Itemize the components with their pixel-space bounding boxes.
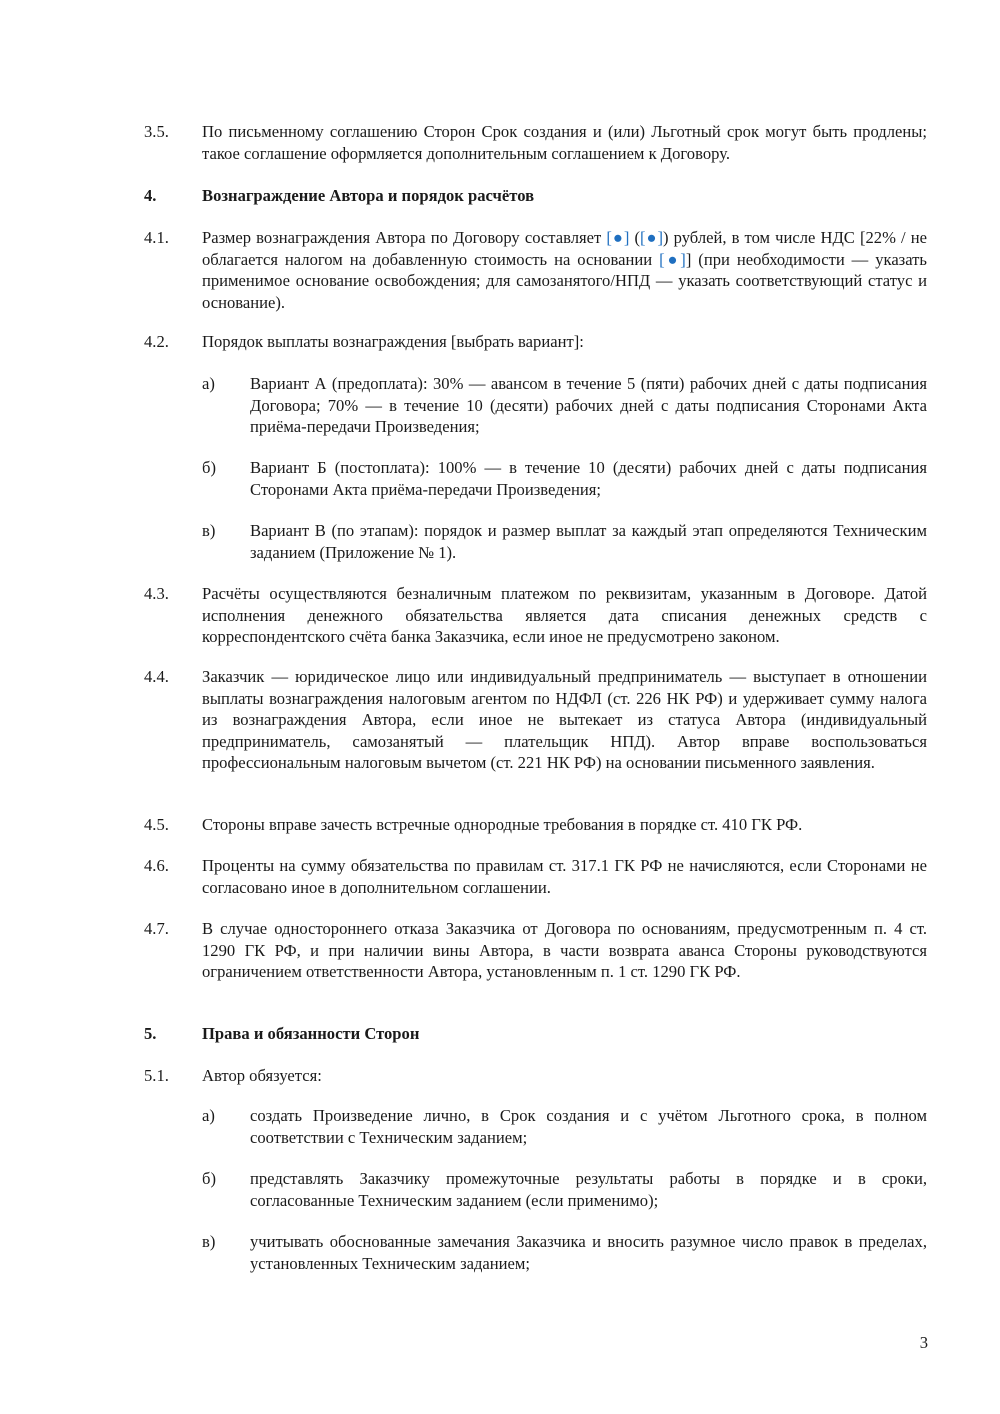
clause-number: 4.4. — [144, 667, 169, 686]
clause-5-1-item-b — [202, 1168, 927, 1211]
clause-4-5 — [144, 814, 927, 836]
clause-4-3 — [144, 583, 927, 648]
section-title: Вознаграждение Автора и порядок расчётов — [202, 186, 535, 205]
section-4-heading — [144, 185, 927, 207]
section-5-heading — [144, 1023, 927, 1045]
clause-number: 4.7. — [144, 919, 169, 938]
item-label: в) — [202, 1232, 216, 1251]
item-label: в) — [202, 521, 216, 540]
clause-5-1-item-c — [202, 1231, 927, 1274]
clause-4-2 — [144, 331, 927, 353]
clause-text: По письменному соглашению Сторон Срок создания и (или) Льготный срок могут быть продлены; такое соглашение оформляется дополнительным соглашением к Договору. — [202, 122, 927, 163]
clause-text: Проценты на сумму обязательства по правилам ст. 317.1 ГК РФ не начисляются, если Сторонами не согласовано иное в дополнительном соглашении. — [202, 856, 927, 897]
clause-4-2-item-c — [202, 520, 927, 563]
text-run: ] (при необходимости — указать применимое основание освобождения; для самозанятого/НПД — указать соответствующий статус и основание). — [202, 249, 927, 312]
item-text: создать Произведение лично, в Срок создания и с учётом Льготного срока, в полном соответствии с Техническим заданием; — [250, 1106, 927, 1147]
clause-number: 4.1. — [144, 228, 169, 247]
clause-4-2-item-a — [202, 373, 927, 438]
clause-text: Расчёты осуществляются безналичным платежом по реквизитам, указанным в Договоре. Датой исполнения денежного обязательства является дата списания денежных средств с корреспондентского счёта банка Заказчика, если иное не предусмотрено законом. — [202, 584, 927, 646]
clause-4-1 — [144, 227, 927, 313]
item-label: а) — [202, 374, 215, 393]
text-run: ) рублей, в том числе НДС [22% / не облагается налогом на добавленную стоимость на основании — [202, 228, 927, 269]
text-run: Размер вознаграждения Автора по Договору составляет — [202, 228, 607, 247]
placeholder-amount-words: [●] — [640, 228, 663, 247]
clause-number: 3.5. — [144, 122, 169, 141]
item-text: Вариант Б (постоплата): 100% — в течение 10 (десяти) рабочих дней с даты подписания Сторонами Акта приёма-передачи Произведения; — [250, 458, 927, 499]
item-label: б) — [202, 458, 216, 477]
clause-text: Автор обязуется: — [202, 1066, 322, 1085]
clause-number: 4.2. — [144, 332, 169, 351]
text-run: ( — [629, 228, 640, 247]
item-text: учитывать обоснованные замечания Заказчика и вносить разумное число правок в пределах, установленных Техническим заданием; — [250, 1232, 927, 1273]
item-label: б) — [202, 1169, 216, 1188]
clause-5-1-item-a — [202, 1105, 927, 1148]
clause-4-4 — [144, 666, 927, 774]
section-title: Права и обязанности Сторон — [202, 1024, 420, 1043]
clause-4-7 — [144, 918, 927, 983]
clause-4-2-item-b — [202, 457, 927, 500]
page-number: 3 — [919, 1333, 928, 1352]
section-number: 4. — [144, 186, 157, 205]
section-number: 5. — [144, 1024, 157, 1043]
clause-number: 4.6. — [144, 856, 169, 875]
clause-5-1 — [144, 1065, 927, 1087]
clause-text: Порядок выплаты вознаграждения [выбрать вариант]: — [202, 332, 584, 351]
item-text: представлять Заказчику промежуточные результаты работы в порядке и в сроки, согласованные Техническим заданием (если применимо); — [250, 1169, 927, 1210]
item-label: а) — [202, 1106, 215, 1125]
item-text: Вариант В (по этапам): порядок и размер выплат за каждый этап определяются Техническим заданием (Приложение № 1). — [250, 521, 927, 562]
placeholder-amount: [●] — [606, 228, 630, 247]
item-text: Вариант А (предоплата): 30% — авансом в течение 5 (пяти) рабочих дней с даты подписания Договора; 70% — в течение 10 (десяти) рабочих дней с даты подписания Сторонами Акта приёма-передачи Произведения; — [250, 374, 927, 436]
clause-number: 4.3. — [144, 584, 169, 603]
clause-text: Заказчик — юридическое лицо или индивидуальный предприниматель — выступает в отношении выплаты вознаграждения налоговым агентом по НДФЛ (ст. 226 НК РФ) и удерживает сумму налога из вознаграждения Автора, если иное не вытекает из статуса Автора (индивидуальный предприниматель, самозанятый — плательщик НПД). Автор вправе воспользоваться профессиональным налоговым вычетом (ст. 221 НК РФ) на основании письменного заявления. — [202, 667, 927, 772]
clause-text — [202, 227, 927, 313]
clause-number: 4.5. — [144, 815, 169, 834]
clause-number: 5.1. — [144, 1066, 169, 1085]
clause-text: Стороны вправе зачесть встречные однородные требования в порядке ст. 410 ГК РФ. — [202, 815, 803, 834]
clause-3-5 — [144, 121, 927, 164]
clause-4-6 — [144, 855, 927, 898]
placeholder-vat-basis: [●] — [659, 249, 686, 269]
clause-text: В случае одностороннего отказа Заказчика от Договора по основаниям, предусмотренным п. 4 ст. 1290 ГК РФ, и при наличии вины Автора, в части возврата аванса Стороны руководствуются ограничением ответственности Автора, установленным п. 1 ст. 1290 ГК РФ. — [202, 919, 927, 981]
